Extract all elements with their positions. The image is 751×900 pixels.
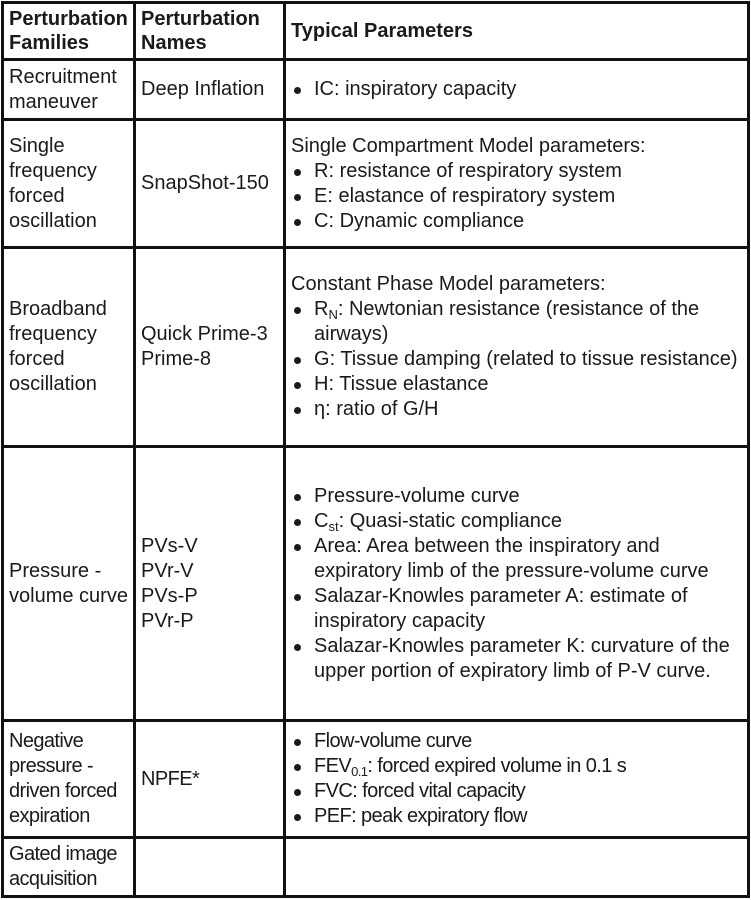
parameter-item [291, 77, 742, 102]
parameter-description: : resistance of respiratory system [328, 159, 622, 182]
parameter-symbol: Area [314, 534, 357, 557]
header-names: Perturbation Names [135, 3, 285, 60]
names-cell [135, 120, 285, 248]
perturbation-name: PVr-V [141, 559, 194, 582]
parameter-description: : forced vital capacity [352, 780, 526, 803]
family-text: Single frequency forced oscillation [9, 134, 97, 232]
family-text: Negative pressure - driven forced expiration [9, 730, 117, 828]
parameter-symbol: FVC [314, 780, 353, 803]
parameter-symbol: R [314, 298, 329, 321]
perturbation-name: Quick Prime-3 [141, 323, 268, 346]
header-families: Perturbation Families [3, 3, 135, 60]
family-cell [3, 247, 135, 446]
table-row [3, 838, 749, 897]
parameter-list [291, 77, 742, 102]
parameter-description: : forced expired volume in 0.1 s [367, 755, 627, 778]
parameter-symbol: C [314, 509, 329, 532]
parameter-item [291, 779, 742, 804]
parameter-list [291, 484, 742, 684]
parameter-item [291, 372, 742, 397]
names-cell [135, 447, 285, 720]
params-cell [285, 838, 749, 897]
parameter-description: : estimate of inspiratory capacity [314, 584, 688, 632]
parameter-item [291, 159, 742, 184]
parameter-item [291, 209, 742, 234]
parameter-description: : Dynamic compliance [328, 209, 525, 232]
params-cell [285, 247, 749, 446]
parameter-symbol: Salazar-Knowles parameter A [314, 584, 579, 607]
parameter-list [291, 729, 742, 829]
params-cell [285, 447, 749, 720]
names-cell [135, 838, 285, 897]
perturbation-table [1, 1, 750, 898]
family-text: Recruitment maneuver [9, 65, 117, 113]
parameter-list [291, 159, 742, 234]
params-cell [285, 59, 749, 120]
family-cell [3, 59, 135, 120]
perturbation-name: PVs-P [141, 584, 198, 607]
family-text: Pressure - volume curve [9, 559, 128, 607]
family-text: Gated image acquisition [9, 843, 117, 891]
parameter-item [291, 729, 742, 754]
header-row [3, 3, 749, 60]
parameter-symbol: E [314, 184, 328, 207]
parameter-description: : Newtonian resistance (resistance of the airways) [314, 298, 700, 346]
parameter-symbol: PEF [314, 805, 352, 828]
parameter-description: : Tissue damping (related to tissue resistance) [329, 348, 738, 371]
family-cell [3, 838, 135, 897]
parameter-symbol: FEV [314, 755, 352, 778]
parameter-item [291, 804, 742, 829]
parameter-item [291, 484, 742, 509]
parameter-item [291, 754, 742, 779]
parameter-item [291, 534, 742, 584]
parameter-symbol: η [314, 398, 326, 421]
parameter-description: : Tissue elastance [328, 373, 489, 396]
parameter-item [291, 297, 742, 347]
parameter-description: : Area between the inspiratory and expiratory limb of the pressure-volume curve [314, 534, 709, 582]
header-parameters: Typical Parameters [285, 3, 749, 60]
family-cell [3, 447, 135, 720]
perturbation-name: PVr-P [141, 609, 194, 632]
perturbation-name: NPFE* [141, 767, 200, 790]
parameter-item [291, 584, 742, 634]
params-cell [285, 720, 749, 837]
names-cell [135, 59, 285, 120]
parameter-symbol: G [314, 348, 330, 371]
parameter-item [291, 347, 742, 372]
parameter-symbol: H [314, 373, 329, 396]
parameter-subscript: st [328, 518, 339, 534]
table-row [3, 120, 749, 248]
parameter-subscript: N [328, 307, 338, 323]
parameter-description: : inspiratory capacity [334, 78, 517, 101]
table-row [3, 59, 749, 120]
perturbation-name: SnapShot-150 [141, 172, 269, 195]
family-cell [3, 120, 135, 248]
params-cell [285, 120, 749, 248]
parameter-item [291, 184, 742, 209]
table-row [3, 447, 749, 720]
parameter-symbol: Pressure-volume curve [314, 484, 520, 507]
perturbation-name: Deep Inflation [141, 78, 265, 101]
parameter-item [291, 397, 742, 422]
parameter-item [291, 509, 742, 534]
parameter-description: : peak expiratory flow [351, 805, 527, 828]
parameter-description: : ratio of G/H [325, 398, 439, 421]
parameter-symbol: R [314, 159, 329, 182]
perturbation-name: PVs-V [141, 534, 198, 557]
family-cell [3, 720, 135, 837]
names-cell [135, 247, 285, 446]
model-intro: Single Compartment Model parameters: [291, 134, 646, 157]
parameter-list [291, 297, 742, 422]
perturbation-name: Prime-8 [141, 348, 212, 371]
model-intro: Constant Phase Model parameters: [291, 273, 606, 296]
parameter-symbol: C [314, 209, 329, 232]
parameter-item [291, 634, 742, 684]
table-row [3, 247, 749, 446]
names-cell [135, 720, 285, 837]
parameter-description: : Quasi-static compliance [338, 509, 562, 532]
parameter-symbol: Salazar-Knowles parameter K [314, 634, 580, 657]
parameter-subscript: 0.1 [351, 764, 368, 780]
parameter-symbol: IC [314, 78, 334, 101]
parameter-description: : elastance of respiratory system [327, 184, 616, 207]
family-text: Broadband frequency forced oscillation [9, 298, 107, 396]
table-row [3, 720, 749, 837]
parameter-description: : curvature of the upper portion of expiratory limb of P-V curve. [314, 634, 730, 682]
parameter-symbol: Flow-volume curve [314, 730, 472, 753]
